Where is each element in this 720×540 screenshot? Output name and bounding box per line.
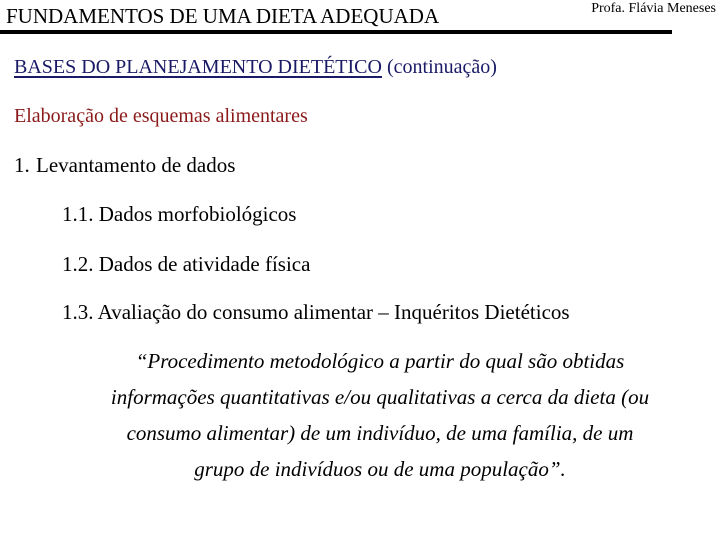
definition-quote — [60, 343, 700, 487]
section-title-main: BASES DO PLANEJAMENTO DIETÉTICO — [14, 56, 382, 78]
list-subitem-1-1: 1.1. Dados morfobiológicos — [62, 202, 297, 226]
section-title-suffix: (continuação) — [381, 56, 497, 78]
header-rule — [0, 30, 672, 34]
list-item-1-number: 1. — [14, 153, 30, 177]
list-item-1-text: Levantamento de dados — [36, 153, 236, 177]
quote-line: informações quantitativas e/ou qualitativas a cerca da dieta (ou — [110, 385, 650, 409]
header-author: Profa. Flávia Meneses — [591, 1, 716, 16]
section-title — [14, 56, 497, 79]
header-title: FUNDAMENTOS DE UMA DIETA ADEQUADA — [6, 4, 440, 28]
list-item-1 — [14, 153, 235, 178]
list-subitem-1-3: 1.3. Avaliação do consumo alimentar – Inquéritos Dietéticos — [62, 300, 570, 324]
quote-line: grupo de indivíduos ou de uma população”. — [194, 457, 566, 481]
subsection-title: Elaboração de esquemas alimentares — [14, 105, 308, 127]
quote-line: “Procedimento metodológico a partir do qual são obtidas — [135, 349, 625, 373]
list-subitem-1-2: 1.2. Dados de atividade física — [62, 252, 311, 276]
quote-line: consumo alimentar) de um indivíduo, de uma família, de um — [126, 421, 634, 445]
